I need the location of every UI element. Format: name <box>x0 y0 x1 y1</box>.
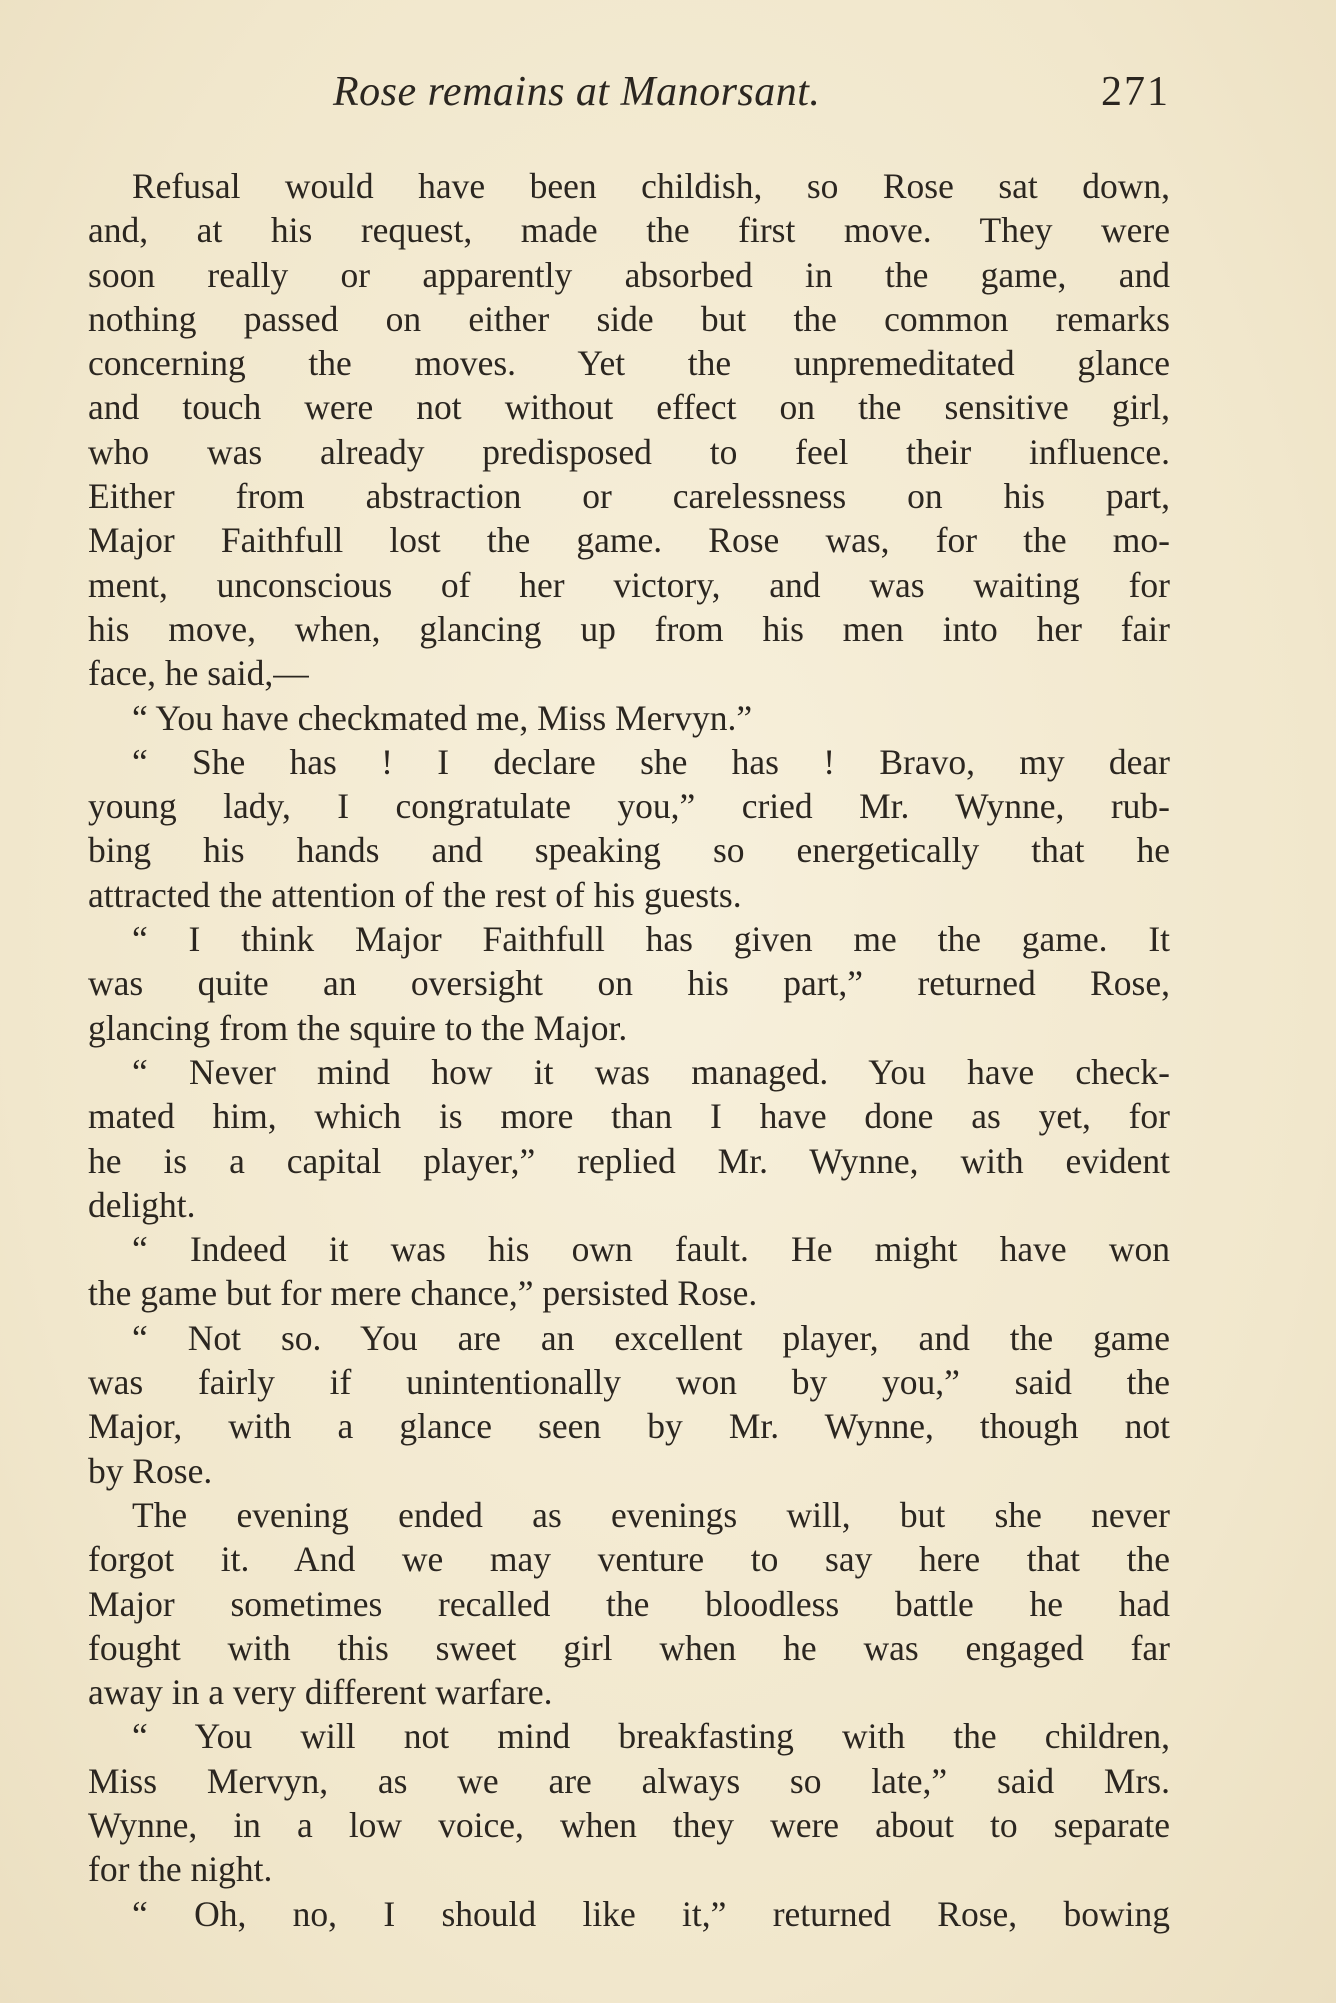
text-line: “ Oh, no, I should like it,” returned Rose, bowing <box>132 1893 1170 1934</box>
text-line: “ You have checkmated me, Miss Mervyn.” <box>132 697 753 738</box>
text-line: mated him, which is more than I have done as yet, for <box>88 1096 1170 1137</box>
text-line: forgot it. And we may venture to say here that the <box>88 1539 1170 1580</box>
text-line: was fairly if unintentionally won by you,” said the <box>88 1362 1170 1403</box>
text-line: Either from abstraction or carelessness on his part, <box>88 476 1170 517</box>
text-line: and touch were not without effect on the sensitive girl, <box>88 387 1170 428</box>
text-line: Wynne, in a low voice, when they were about to separate <box>88 1804 1170 1845</box>
text-line: bing his hands and speaking so energetically that he <box>88 830 1170 871</box>
text-line: “ Indeed it was his own fault. He might have won <box>132 1229 1170 1270</box>
text-line: soon really or apparently absorbed in the game, and <box>88 254 1170 295</box>
text-line: and, at his request, made the first move. They were <box>88 210 1170 251</box>
running-title: Rose remains at Manorsant. <box>333 69 821 115</box>
text-line: by Rose. <box>88 1450 213 1491</box>
text-line: “ You will not mind breakfasting with the children, <box>132 1716 1170 1757</box>
text-line: attracted the attention of the rest of his guests. <box>88 874 742 915</box>
text-line: away in a very different warfare. <box>88 1672 553 1713</box>
text-line: concerning the moves. Yet the unpremeditated glance <box>88 343 1170 384</box>
text-line: “ She has ! I declare she has ! Bravo, my dear <box>132 741 1170 782</box>
text-line: glancing from the squire to the Major. <box>88 1007 628 1048</box>
text-line: his move, when, glancing up from his men into her fair <box>88 608 1170 649</box>
text-line: Major, with a glance seen by Mr. Wynne, though not <box>88 1406 1170 1447</box>
text-line: the game but for mere chance,” persisted Rose. <box>88 1273 758 1314</box>
text-line: was quite an oversight on his part,” returned Rose, <box>88 963 1170 1004</box>
text-line: who was already predisposed to feel their influence. <box>88 431 1170 472</box>
text-line: ment, unconscious of her victory, and was waiting for <box>88 564 1170 605</box>
text-line: The evening ended as evenings will, but she never <box>132 1494 1170 1535</box>
text-line: “ Never mind how it was managed. You have check- <box>132 1051 1170 1092</box>
text-line: “ Not so. You are an excellent player, and the game <box>132 1317 1170 1358</box>
text-line: Major Faithfull lost the game. Rose was, for the mo- <box>88 520 1170 561</box>
text-line: fought with this sweet girl when he was engaged far <box>88 1627 1170 1668</box>
text-line: young lady, I congratulate you,” cried Mr. Wynne, rub- <box>88 786 1170 827</box>
text-line: Refusal would have been childish, so Rose sat down, <box>132 166 1170 206</box>
text-line: nothing passed on either side but the common remarks <box>88 298 1170 339</box>
text-line: delight. <box>88 1184 196 1225</box>
page-number: 271 <box>1101 69 1170 115</box>
text-line: he is a capital player,” replied Mr. Wynne, with evident <box>88 1140 1170 1181</box>
text-line: Major sometimes recalled the bloodless battle he had <box>88 1583 1170 1624</box>
text-line: Miss Mervyn, as we are always so late,” said Mrs. <box>88 1760 1170 1801</box>
body-text <box>88 164 1170 1936</box>
text-line: “ I think Major Faithfull has given me the game. It <box>132 919 1170 960</box>
text-line: face, he said,— <box>88 653 309 694</box>
text-line: for the night. <box>88 1849 273 1890</box>
running-header <box>88 62 1170 122</box>
